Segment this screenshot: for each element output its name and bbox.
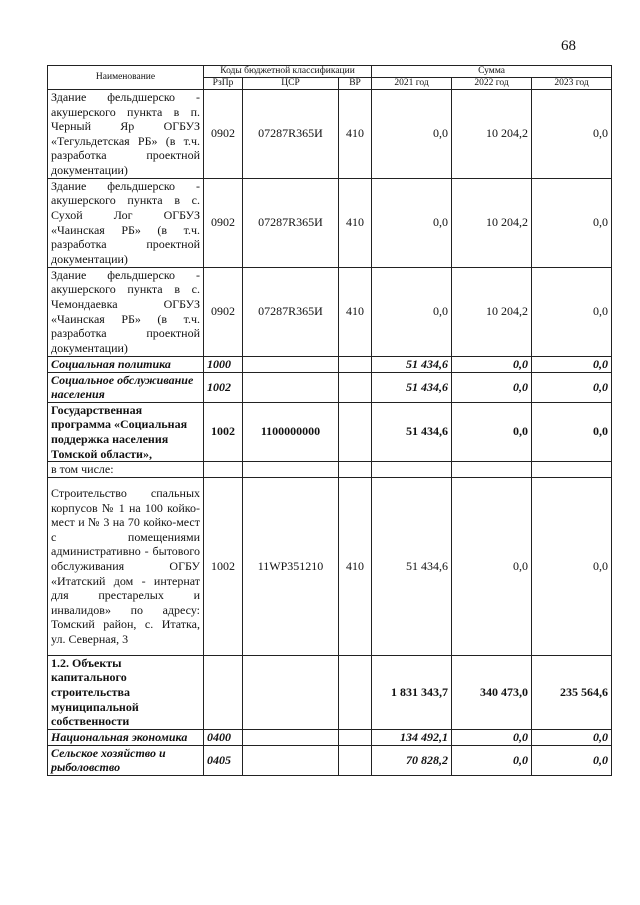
table-row xyxy=(48,462,612,478)
row-name: Социальная политика xyxy=(48,356,204,372)
row-name: Сельское хозяйство и рыболовство xyxy=(48,745,204,775)
row-name: Строительство спальных корпусов № 1 на 100 койко-мест и № 3 на 70 койко-мест с помещениями административно - бытового обслуживания ОГБУ «Итатский дом - интернат для престарелых и инвалидов» по адресу: Томский район, с. Итатка, ул. Северная, 3 xyxy=(48,477,204,655)
row-rzpr: 0902 xyxy=(204,178,243,267)
row-2021: 1 831 343,7 xyxy=(372,655,452,729)
row-csr: 07287R365И xyxy=(243,267,339,356)
row-vr: 410 xyxy=(339,90,372,179)
page-number: 68 xyxy=(561,38,576,54)
row-rzpr: 1002 xyxy=(204,402,243,461)
row-csr xyxy=(243,655,339,729)
row-rzpr xyxy=(204,462,243,478)
row-vr xyxy=(339,729,372,745)
row-2022: 0,0 xyxy=(452,729,532,745)
row-2022: 0,0 xyxy=(452,745,532,775)
row-name: Государственная программа «Социальная поддержка населения Томской области», xyxy=(48,402,204,461)
row-csr xyxy=(243,356,339,372)
row-2021: 0,0 xyxy=(372,178,452,267)
table-row xyxy=(48,745,612,775)
row-2023: 0,0 xyxy=(532,356,612,372)
row-2023: 0,0 xyxy=(532,477,612,655)
row-2021: 70 828,2 xyxy=(372,745,452,775)
table-row xyxy=(48,178,612,267)
row-rzpr: 1002 xyxy=(204,372,243,402)
row-vr: 410 xyxy=(339,178,372,267)
row-rzpr: 1000 xyxy=(204,356,243,372)
table-row xyxy=(48,90,612,179)
row-2021: 51 434,6 xyxy=(372,372,452,402)
header-vr: ВР xyxy=(339,78,372,90)
table-row xyxy=(48,729,612,745)
row-name: Национальная экономика xyxy=(48,729,204,745)
row-2022: 0,0 xyxy=(452,402,532,461)
row-2021: 51 434,6 xyxy=(372,477,452,655)
row-2021: 51 434,6 xyxy=(372,356,452,372)
row-2022: 10 204,2 xyxy=(452,90,532,179)
header-codes: Коды бюджетной классификации xyxy=(204,66,372,78)
row-name: в том числе: xyxy=(48,462,204,478)
row-2023: 235 564,6 xyxy=(532,655,612,729)
table-row xyxy=(48,477,612,655)
header-sum: Сумма xyxy=(372,66,612,78)
row-2022: 0,0 xyxy=(452,356,532,372)
row-vr xyxy=(339,745,372,775)
row-2022: 10 204,2 xyxy=(452,178,532,267)
row-2023: 0,0 xyxy=(532,178,612,267)
table-row xyxy=(48,655,612,729)
row-2022: 340 473,0 xyxy=(452,655,532,729)
row-name: 1.2. Объекты капитального строительства муниципальной собственности xyxy=(48,655,204,729)
row-name: Здание фельдшерско - акушерского пункта в п. Черный Яр ОГБУЗ «Тегульдетская РБ» (в т.ч. разработка проектной документации) xyxy=(48,90,204,179)
row-2023 xyxy=(532,462,612,478)
row-2023: 0,0 xyxy=(532,267,612,356)
row-2021: 51 434,6 xyxy=(372,402,452,461)
row-vr xyxy=(339,356,372,372)
table-row xyxy=(48,402,612,461)
row-2023: 0,0 xyxy=(532,402,612,461)
header-2022: 2022 год xyxy=(452,78,532,90)
row-csr: 07287R365И xyxy=(243,178,339,267)
header-csr: ЦСР xyxy=(243,78,339,90)
row-csr xyxy=(243,462,339,478)
row-vr xyxy=(339,462,372,478)
row-rzpr: 0405 xyxy=(204,745,243,775)
row-csr xyxy=(243,372,339,402)
row-rzpr: 1002 xyxy=(204,477,243,655)
table-row xyxy=(48,267,612,356)
row-rzpr: 0902 xyxy=(204,90,243,179)
row-csr: 1100000000 xyxy=(243,402,339,461)
header-name: Наименование xyxy=(48,66,204,90)
row-vr: 410 xyxy=(339,267,372,356)
row-name: Здание фельдшерско - акушерского пункта в с. Сухой Лог ОГБУЗ «Чаинская РБ» (в т.ч. разработка проектной документации) xyxy=(48,178,204,267)
row-vr xyxy=(339,372,372,402)
row-csr xyxy=(243,729,339,745)
row-csr xyxy=(243,745,339,775)
row-rzpr: 0400 xyxy=(204,729,243,745)
row-2023: 0,0 xyxy=(532,729,612,745)
row-name: Здание фельдшерско - акушерского пункта в с. Чемондаевка ОГБУЗ «Чаинская РБ» (в т.ч. разработка проектной документации) xyxy=(48,267,204,356)
row-vr xyxy=(339,655,372,729)
row-rzpr: 0902 xyxy=(204,267,243,356)
row-2023: 0,0 xyxy=(532,90,612,179)
row-2022: 0,0 xyxy=(452,477,532,655)
row-2021: 134 492,1 xyxy=(372,729,452,745)
row-2021: 0,0 xyxy=(372,90,452,179)
row-csr: 07287R365И xyxy=(243,90,339,179)
row-2023: 0,0 xyxy=(532,372,612,402)
row-2021: 0,0 xyxy=(372,267,452,356)
row-rzpr xyxy=(204,655,243,729)
budget-table xyxy=(47,65,612,776)
header-2023: 2023 год xyxy=(532,78,612,90)
row-name: Социальное обслуживание населения xyxy=(48,372,204,402)
header-rzpr: РзПр xyxy=(204,78,243,90)
row-2022 xyxy=(452,462,532,478)
table-row xyxy=(48,372,612,402)
row-vr: 410 xyxy=(339,477,372,655)
row-2022: 10 204,2 xyxy=(452,267,532,356)
row-2022: 0,0 xyxy=(452,372,532,402)
table-row xyxy=(48,356,612,372)
row-csr: 11WP351210 xyxy=(243,477,339,655)
row-2021 xyxy=(372,462,452,478)
row-2023: 0,0 xyxy=(532,745,612,775)
header-2021: 2021 год xyxy=(372,78,452,90)
row-vr xyxy=(339,402,372,461)
